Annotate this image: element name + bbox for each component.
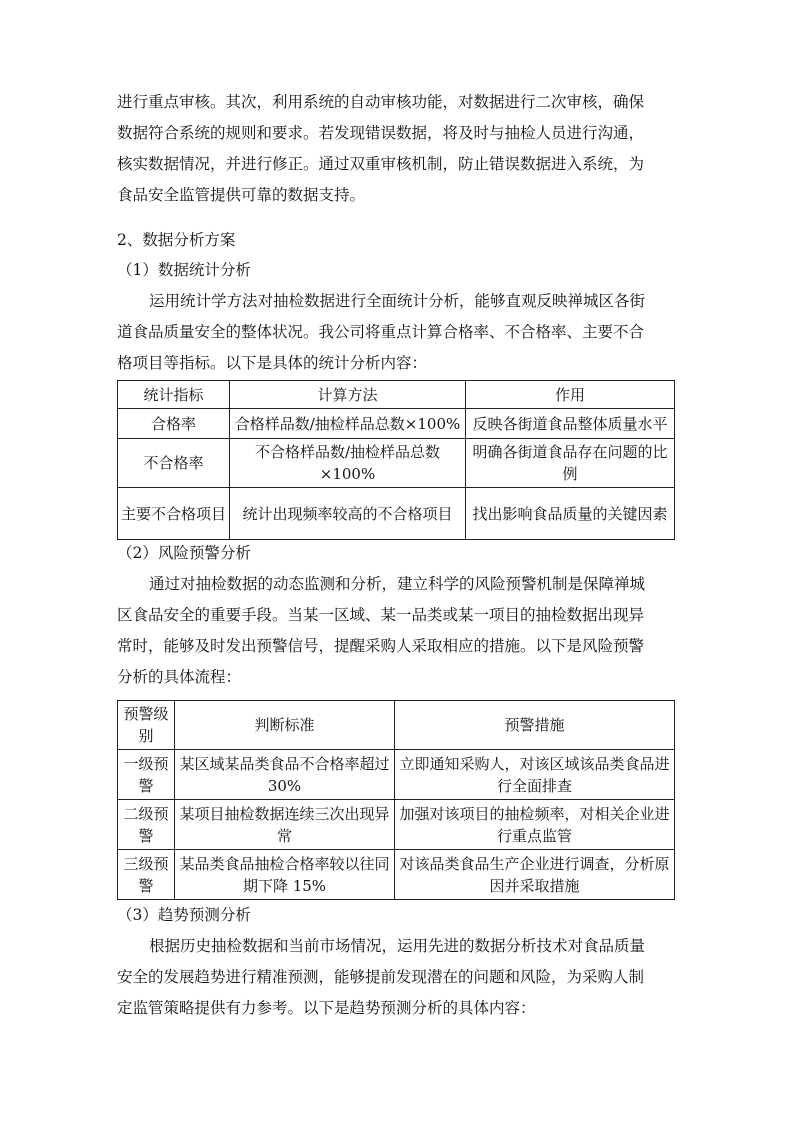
text-line: 数据符合系统的规则和要求。若发现错误数据，将及时与抽检人员进行沟通， xyxy=(117,124,645,142)
table-cell: 三级预警 xyxy=(118,850,175,900)
text-line: 核实数据情况，并进行修正。通过双重审核机制，防止错误数据进入系统，为 xyxy=(117,155,645,173)
table-cell: 主要不合格项目 xyxy=(118,488,230,540)
text-line: 安全的发展趋势进行精准预测，能够提前发现潜在的问题和风险，为采购人制 xyxy=(117,968,645,986)
table-cell: 找出影响食品质量的关键因素 xyxy=(466,488,675,540)
table-cell: 反映各街道食品整体质量水平 xyxy=(466,409,675,439)
text-line: 格项目等指标。以下是具体的统计分析内容： xyxy=(117,354,428,372)
table-cell: 加强对该项目的抽检频率，对相关企业进行重点监管 xyxy=(395,800,675,850)
text-line: 根据历史抽检数据和当前市场情况，运用先进的数据分析技术对食品质量 xyxy=(149,937,646,955)
table-cell: 合格率 xyxy=(118,409,230,439)
text-line: 分析的具体流程： xyxy=(117,668,242,686)
table-cell: 某品类食品抽检合格率较以往同期下降 15% xyxy=(175,850,395,900)
table-header: 计算方法 xyxy=(230,381,466,409)
table-header: 预警措施 xyxy=(395,701,675,750)
text-line: 定监管策略提供有力参考。以下是趋势预测分析的具体内容： xyxy=(117,999,536,1017)
intro-paragraph xyxy=(117,87,677,211)
table-cell: 不合格样品数/抽检样品总数×100% xyxy=(230,439,466,488)
table-cell: 二级预警 xyxy=(118,800,175,850)
table-cell: 立即通知采购人，对该区域该品类食品进行全面排查 xyxy=(395,750,675,800)
warning-table xyxy=(117,700,675,900)
table-cell: 不合格率 xyxy=(118,439,230,488)
table-header: 统计指标 xyxy=(118,381,230,409)
section-heading: 2、数据分析方案 xyxy=(117,231,236,249)
text-line: 通过对抽检数据的动态监测和分析，建立科学的风险预警机制是保障禅城 xyxy=(149,575,646,593)
subsection-heading: （2）风险预警分析 xyxy=(117,544,251,562)
subsection-heading: （3）趋势预测分析 xyxy=(117,906,251,924)
subsection-heading: （1）数据统计分析 xyxy=(117,261,251,279)
table-cell: 某项目抽检数据连续三次出现异常 xyxy=(175,800,395,850)
table-cell: 合格样品数/抽检样品总数×100% xyxy=(230,409,466,439)
warning-paragraph xyxy=(117,569,677,693)
table-cell: 某区域某品类食品不合格率超过 30% xyxy=(175,750,395,800)
table-cell: 一级预警 xyxy=(118,750,175,800)
table-header: 预警级别 xyxy=(118,701,175,750)
text-line: 运用统计学方法对抽检数据进行全面统计分析，能够直观反映禅城区各街 xyxy=(149,292,646,310)
trend-paragraph xyxy=(117,931,677,1024)
text-line: 进行重点审核。其次，利用系统的自动审核功能，对数据进行二次审核，确保 xyxy=(117,93,645,111)
text-line: 常时，能够及时发出预警信号，提醒采购人采取相应的措施。以下是风险预警 xyxy=(117,637,645,655)
table-cell: 对该品类食品生产企业进行调查，分析原因并采取措施 xyxy=(395,850,675,900)
text-line: 区食品安全的重要手段。当某一区域、某一品类或某一项目的抽检数据出现异 xyxy=(117,606,645,624)
stats-table xyxy=(117,380,675,540)
text-line: 道食品质量安全的整体状况。我公司将重点计算合格率、不合格率、主要不合 xyxy=(117,323,645,341)
table-cell: 统计出现频率较高的不合格项目 xyxy=(230,488,466,540)
table-header: 判断标准 xyxy=(175,701,395,750)
table-header: 作用 xyxy=(466,381,675,409)
stats-paragraph xyxy=(117,286,677,379)
text-line: 食品安全监管提供可靠的数据支持。 xyxy=(117,186,366,204)
table-cell: 明确各街道食品存在问题的比例 xyxy=(466,439,675,488)
